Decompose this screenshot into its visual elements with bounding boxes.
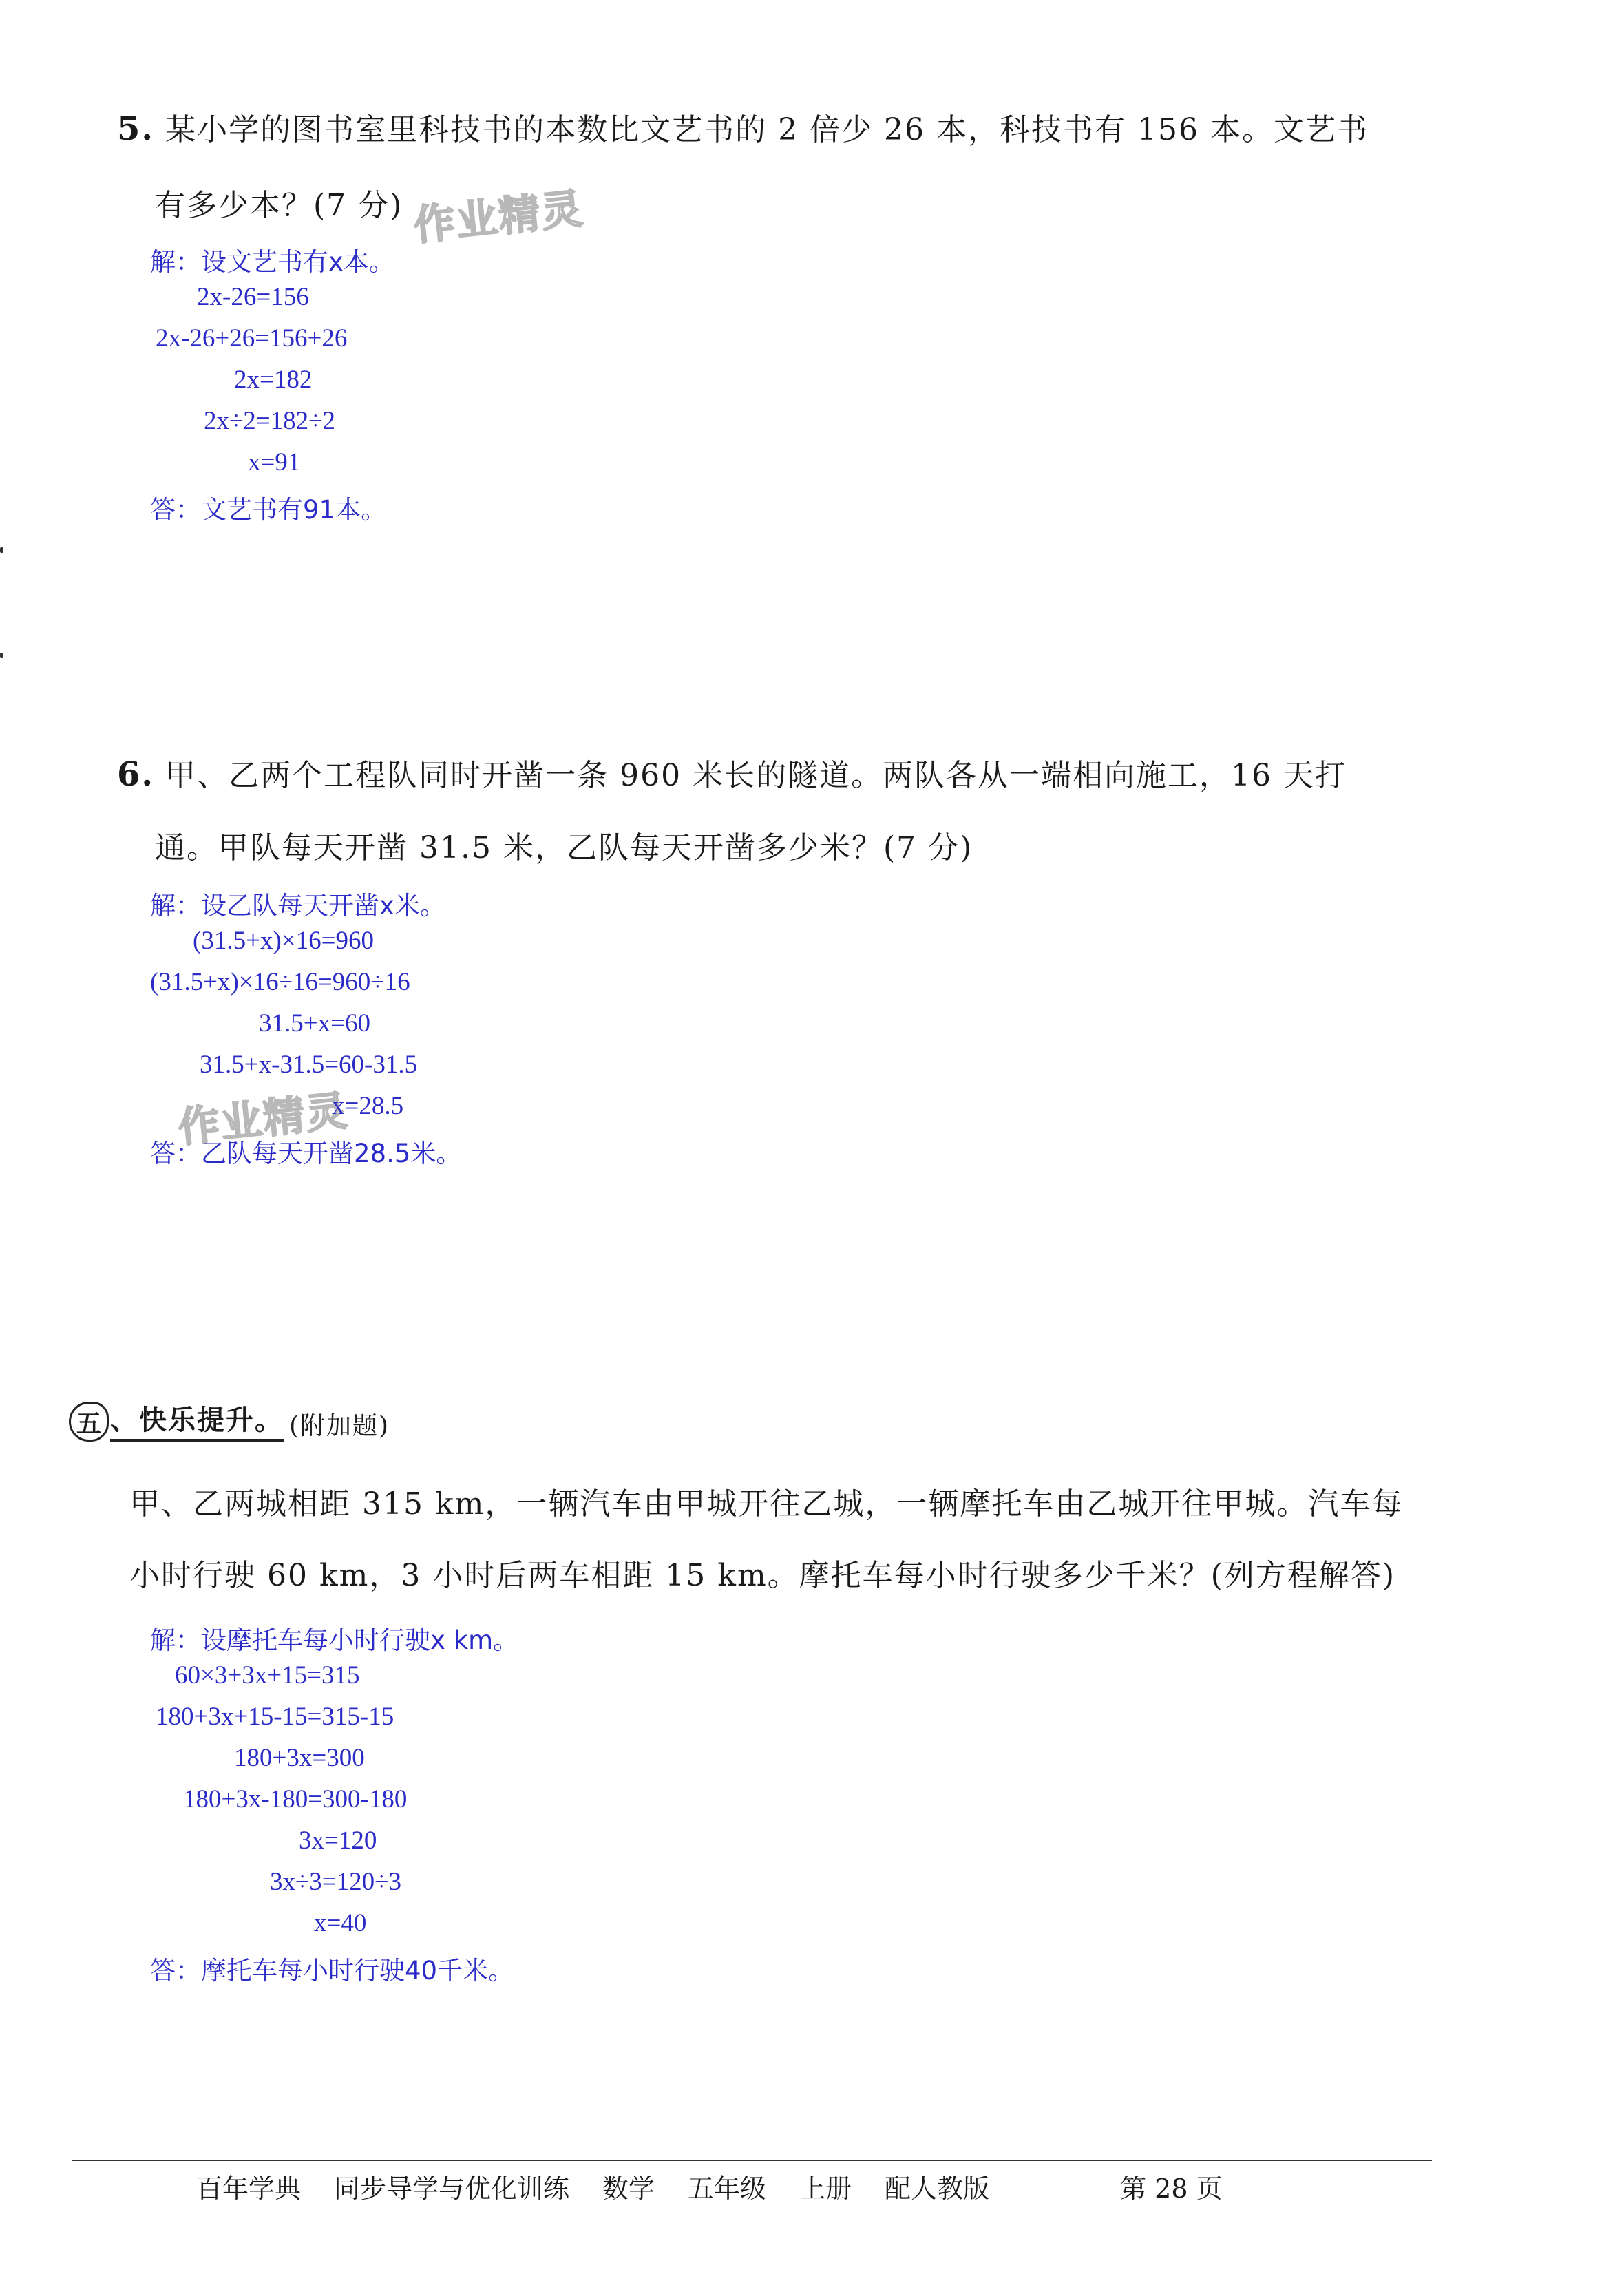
footer-item: 同步导学与优化训练 <box>334 2173 570 2204</box>
q5-number: 5. <box>117 109 155 148</box>
section5-solution-setup: 解：设摩托车每小时行驶x km。 <box>150 1625 519 1655</box>
q6-text-line1: 6. 甲、乙两个工程队同时开凿一条 960 米长的隧道。两队各从一端相向施工，16 天打 <box>117 755 1347 794</box>
edge-mark <box>0 653 3 658</box>
q5-text-line2: 有多少本？(7 分) <box>155 188 403 223</box>
q5-solution-setup: 解：设文艺书有x本。 <box>150 247 394 277</box>
footer-rule <box>72 2160 1432 2161</box>
q5-solution-step: 2x-26+26=156+26 <box>156 324 348 352</box>
section5-solution-step: 180+3x-180=300-180 <box>183 1785 408 1813</box>
section5-text-line1: 甲、乙两城相距 315 km，一辆汽车由甲城开往乙城，一辆摩托车由乙城开往甲城。汽车每 <box>129 1486 1404 1521</box>
q5-solution-step: 2x-26=156 <box>197 283 309 311</box>
section-number: 五 <box>69 1402 109 1442</box>
section-heading <box>69 1399 390 1442</box>
q6-solution-step: (31.5+x)×16=960 <box>193 927 374 955</box>
footer-item: 数学 <box>602 2173 655 2204</box>
watermark: 作业精灵 <box>411 185 587 251</box>
q6-solution-step: x=28.5 <box>332 1092 404 1120</box>
section5-solution-step: 3x÷3=120÷3 <box>270 1868 401 1896</box>
section5-solution-step: 180+3x=300 <box>234 1744 365 1772</box>
page-number: 第 28 页 <box>1120 2173 1223 2204</box>
footer-item: 百年学典 <box>196 2173 302 2204</box>
q5-solution-step: x=91 <box>248 448 301 476</box>
q6-solution-step: 31.5+x=60 <box>259 1009 370 1038</box>
footer-item: 配人教版 <box>885 2173 990 2204</box>
q5-answer: 答：文艺书有91本。 <box>150 495 387 525</box>
q5-text-line1: 5. 某小学的图书室里科技书的本数比文艺书的 2 倍少 26 本，科技书有 156 本。文艺书 <box>117 109 1369 148</box>
edge-mark <box>0 547 3 553</box>
q6-solution-setup: 解：设乙队每天开凿x米。 <box>150 891 445 920</box>
section5-solution-step: 3x=120 <box>299 1826 377 1855</box>
watermark: 作业精灵 <box>176 1086 351 1152</box>
footer-item: 上册 <box>799 2173 852 2204</box>
q6-solution-step: (31.5+x)×16÷16=960÷16 <box>150 968 410 996</box>
q6-number: 6. <box>117 755 155 794</box>
section5-solution-step: 180+3x+15-15=315-15 <box>156 1703 394 1731</box>
q5-solution-step: 2x=182 <box>234 366 313 394</box>
section5-solution-step: 60×3+3x+15=315 <box>175 1661 360 1689</box>
section-note: (附加题) <box>289 1412 390 1440</box>
q5-solution-step: 2x÷2=182÷2 <box>204 407 335 435</box>
footer <box>196 2167 1223 2205</box>
q6-answer: 答：乙队每天开凿28.5米。 <box>150 1139 462 1168</box>
section5-text-line2: 小时行驶 60 km，3 小时后两车相距 15 km。摩托车每小时行驶多少千米？(列方程解答) <box>129 1558 1396 1593</box>
section5-answer: 答：摩托车每小时行驶40千米。 <box>150 1956 514 1986</box>
footer-item: 五年级 <box>688 2173 767 2204</box>
q6-text-line2: 通。甲队每天开凿 31.5 米，乙队每天开凿多少米？(7 分) <box>155 830 973 865</box>
q6-solution-step: 31.5+x-31.5=60-31.5 <box>200 1051 418 1079</box>
section5-solution-step: x=40 <box>314 1909 367 1937</box>
section-title: 、快乐提升。 <box>110 1398 284 1442</box>
